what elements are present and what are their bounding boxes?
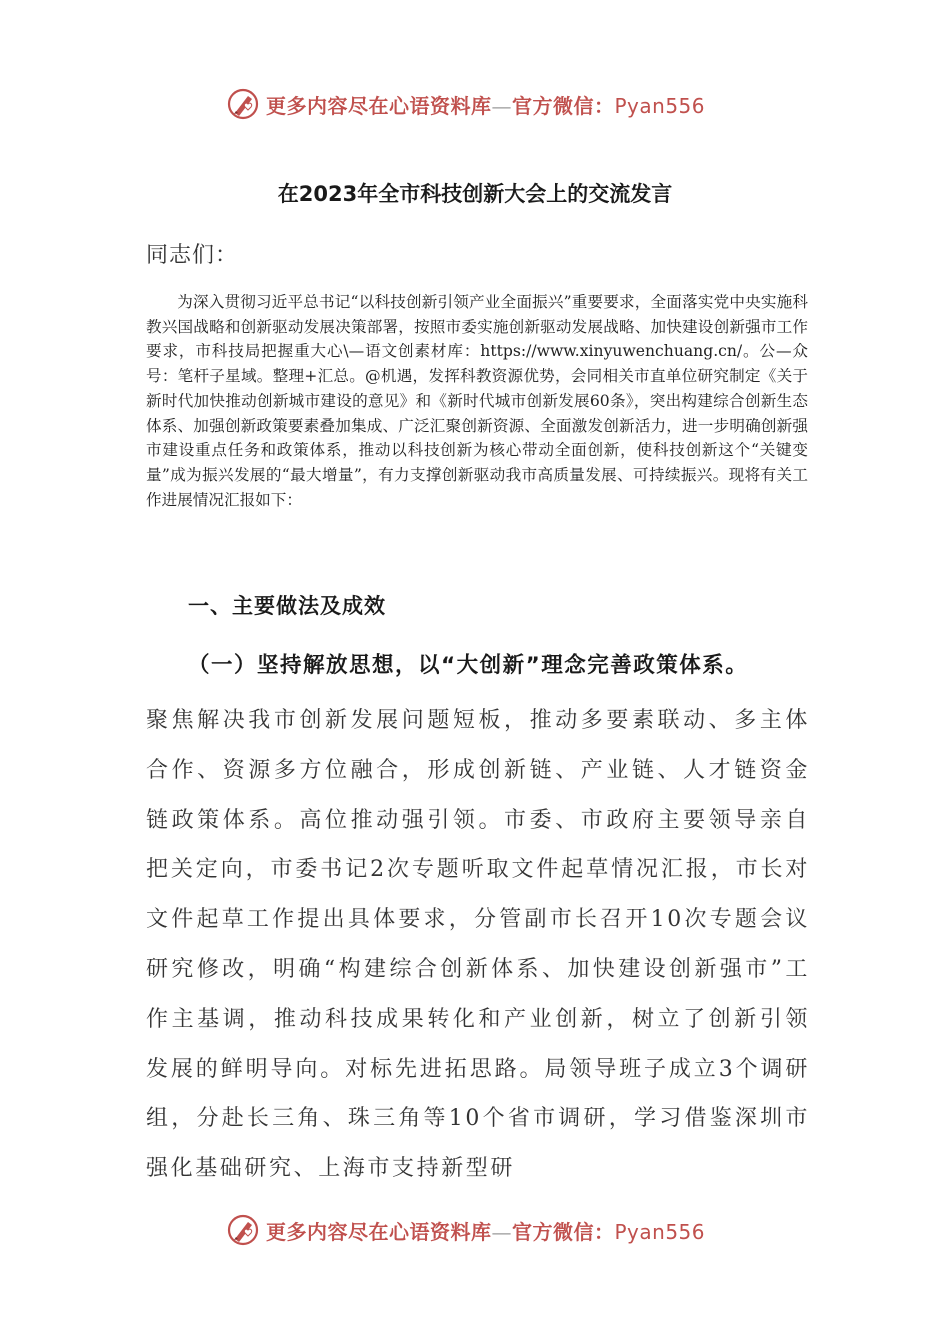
- document-title: 在2023年全市科技创新大会上的交流发言: [277, 182, 673, 206]
- watermark-footer: [226, 1210, 705, 1250]
- body-paragraph: 聚焦解决我市创新发展问题短板，推动多要素联动、多主体合作、资源多方位融合，形成创新链、产业链、人才链资金链政策体系。高位推动强引领。市委、市政府主要领导亲自把关定向，市委书记2次专题听取文件起草情况汇报，市长对文件起草工作提出具体要求，分管副市长召开10次专题会议研究修改，明确“构建综合创新体系、加快建设创新强市”工作主基调，推动科技成果转化和产业创新，树立了创新引领发展的鲜明导向。对标先进拓思路。局领导班子成立3个调研组，分赴长三角、珠三角等10个省市调研，学习借鉴深圳市强化基础研究、上海市支持新型研: [146, 708, 810, 1182]
- watermark-header: [226, 84, 705, 124]
- intro-paragraph: 为深入贯彻习近平总书记“以科技创新引领产业全面振兴”重要要求，全面落实党中央实施科教兴国战略和创新驱动发展决策部署，按照市委实施创新驱动发展战略、加快建设创新强市工作要求，市科技局把握重大心\—语文创素材库：https://www.xinyuwenchuang.cn/。公—众号：笔杆子星域。整理+汇总。@机遇，发挥科教资源优势，会同相关市直单位研究制定《关于新时代加快推动创新城市建设的意见》和《新时代城市创新发展60条》，突出构建综合创新生态体系、加强创新政策要素叠加集成、广泛汇聚创新资源、全面激发创新活力，进一步明确创新强市建设重点任务和政策体系，推动以科技创新为核心带动全面创新，使科技创新这个“关键变量”成为振兴发展的“最大增量”，有力支撑创新驱动我市高质量发展、可持续振兴。现将有关工作进展情况汇报如下：: [146, 293, 808, 509]
- watermark-text: 更多内容尽在心语资料库—官方微信：Pyan556: [266, 1219, 706, 1244]
- pen-heart-logo-icon: [226, 1213, 260, 1247]
- section-heading: 一、主要做法及成效: [188, 594, 386, 618]
- sub-heading: （一）坚持解放思想，以“大创新”理念完善政策体系。: [188, 653, 749, 678]
- watermark-text: 更多内容尽在心语资料库—官方微信：Pyan556: [266, 93, 706, 118]
- salutation: 同志们：: [146, 243, 239, 268]
- pen-heart-logo-icon: [226, 87, 260, 121]
